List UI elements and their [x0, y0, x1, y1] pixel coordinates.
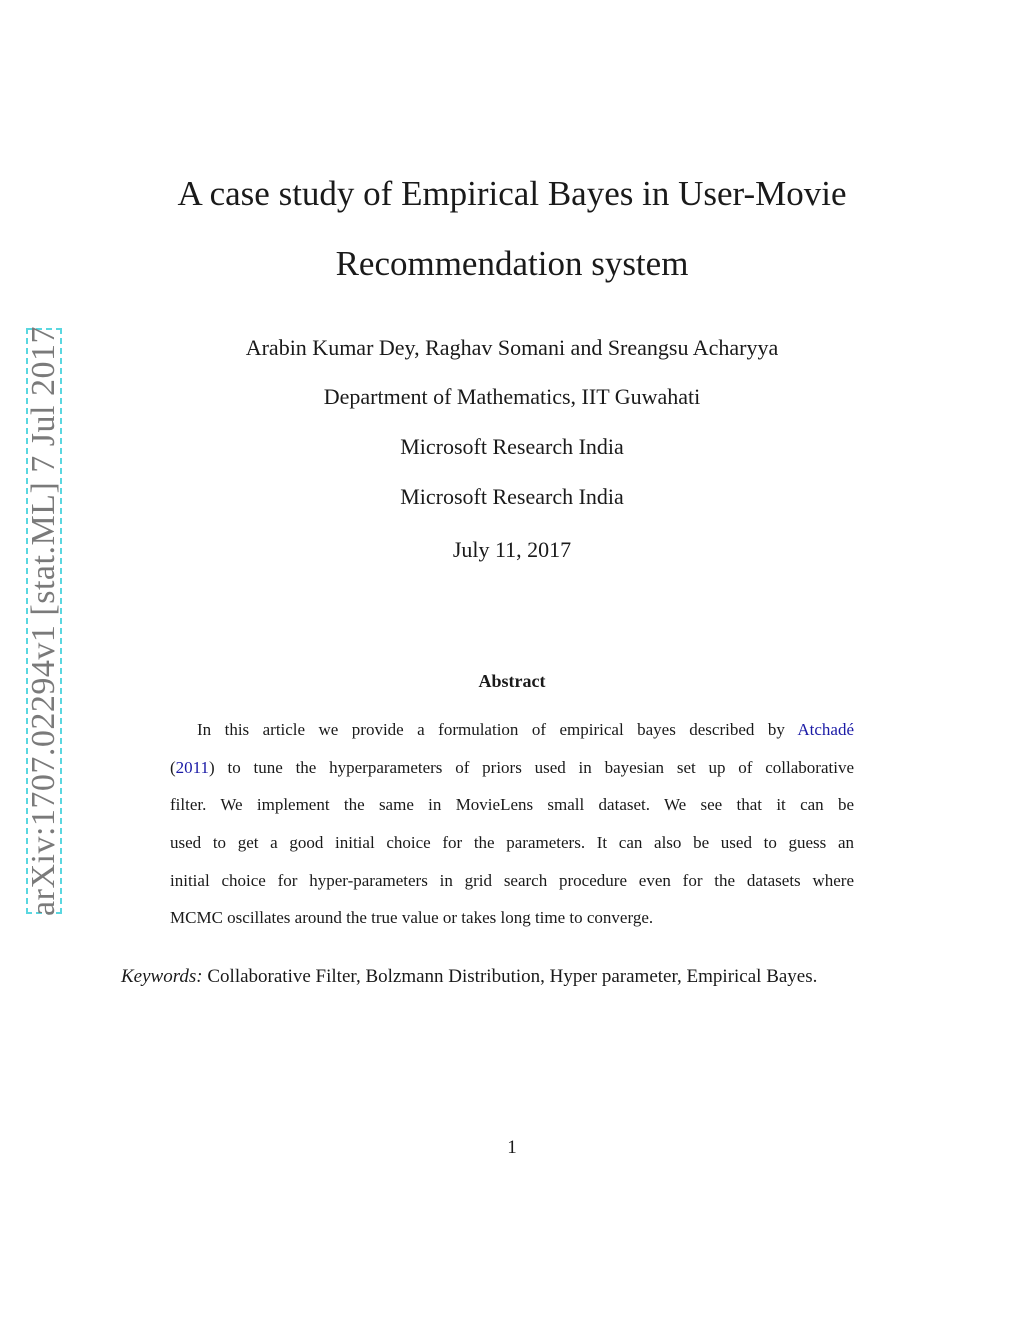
abstract-text: In this article we provide a formulation of empirical bayes described by — [197, 720, 798, 739]
page-number: 1 — [507, 1137, 517, 1158]
keywords — [121, 966, 817, 988]
citation-link-author[interactable]: Atchadé — [797, 720, 854, 739]
abstract-heading: Abstract — [478, 671, 546, 691]
paper-title-line-2: Recommendation system — [335, 244, 689, 283]
affiliation-1: Department of Mathematics, IIT Guwahati — [323, 384, 701, 409]
abstract-text: ( — [170, 758, 176, 777]
abstract-line-3: filter. We implement the same in MovieLens small dataset. We see that it can be — [170, 795, 854, 814]
abstract-line-4: used to get a good initial choice for the parameters. It can also be used to guess an — [170, 833, 854, 852]
paper-date: July 11, 2017 — [452, 537, 572, 562]
abstract-line-2 — [170, 758, 854, 778]
affiliation-3: Microsoft Research India — [400, 484, 624, 509]
paper-title-line-1: A case study of Empirical Bayes in User-Movie — [177, 174, 847, 213]
abstract-line-6: MCMC oscillates around the true value or takes long time to converge. — [170, 908, 654, 927]
abstract-line-5: initial choice for hyper-parameters in grid search procedure even for the datasets where — [170, 871, 854, 890]
keywords-text: Collaborative Filter, Bolzmann Distribution, Hyper parameter, Empirical Bayes. — [202, 966, 818, 987]
abstract-text: ) to tune the hyperparameters of priors used in bayesian set up of collaborative — [209, 758, 854, 777]
affiliation-2: Microsoft Research India — [400, 434, 624, 459]
author-list: Arabin Kumar Dey, Raghav Somani and Sreangsu Acharyya — [245, 335, 779, 360]
citation-link-year[interactable]: 2011 — [175, 758, 210, 777]
arxiv-stamp[interactable]: arXiv:1707.02294v1 [stat.ML] 7 Jul 2017 — [25, 326, 62, 916]
abstract-line-1 — [197, 720, 854, 740]
keywords-label: Keywords: — [121, 966, 203, 987]
